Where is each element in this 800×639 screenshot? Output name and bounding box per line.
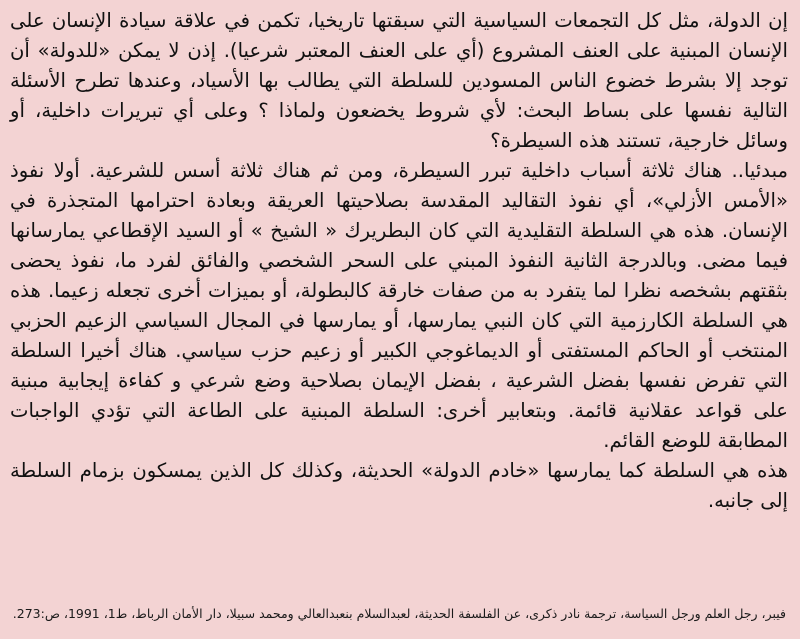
document-body (10, 6, 788, 516)
citation-footnote: فيبر، رجل العلم ورجل السياسة، ترجمة نادر ذكرى، عن الفلسفة الحديثة، لعبدالسلام بنعبدالعالي ومحمد سبيلا، دار الأمان الرباط، ط1، 1991، ص:273. (12, 606, 786, 621)
paragraph-3: هذه هي السلطة كما يمارسها «خادم الدولة» الحديثة، وكذلك كل الذين يمسكون بزمام السلطة إلى جانبه. (10, 459, 788, 512)
paragraph-1: إن الدولة، مثل كل التجمعات السياسية التي سبقتها تاريخيا، تكمن في علاقة سيادة الإنسان على الإنسان المبنية على العنف المشروع (أي على العنف المعتبر شرعيا). إذن لا يمكن «للدولة» أن توجد إلا بشرط خضوع الناس المسودين للسلطة التي يطالب بها الأسياد، وعندها تطرح الأسئلة التالية نفسها على بساط البحث: لأي شروط يخضعون ولماذا ؟ وعلى أي تبريرات داخلية، أو وسائل خارجية، تستند هذه السيطرة؟ (10, 9, 788, 152)
paragraph-2: مبدئيا.. هناك ثلاثة أسباب داخلية تبرر السيطرة، ومن ثم هناك ثلاثة أسس للشرعية. أولا نفوذ «الأمس الأزلي»، أي نفوذ التقاليد المقدسة بصلاحيتها العريقة وبعادة احترامها المتجذرة في الإنسان. هذه هي السلطة التقليدية التي كان البطريرك « الشيخ » أو السيد الإقطاعي يمارسانها فيما مضى. وبالدرجة الثانية النفوذ المبني على السحر الشخصي والفائق لفرد ما، نفوذ يحضى بثقتهم بشخصه نظرا لما يتفرد به من صفات خارقة كالبطولة، أو بميزات أخرى تجعله زعيما. هذه هي السلطة الكارزمية التي كان النبي يمارسها، أو يمارسها في المجال السياسي الزعيم الحزبي المنتخب أو الحاكم المستفتى أو الديماغوجي الكبير أو زعيم حزب سياسي. هناك أخيرا السلطة التي تفرض نفسها بفضل الشرعية ، بفضل الإيمان بصلاحية وضع شرعي و كفاءة إيجابية مبنية على قواعد عقلانية قائمة. وبتعابير أخرى: السلطة المبنية على الطاعة التي تؤدي الواجبات المطابقة للوضع القائم. (10, 159, 788, 452)
